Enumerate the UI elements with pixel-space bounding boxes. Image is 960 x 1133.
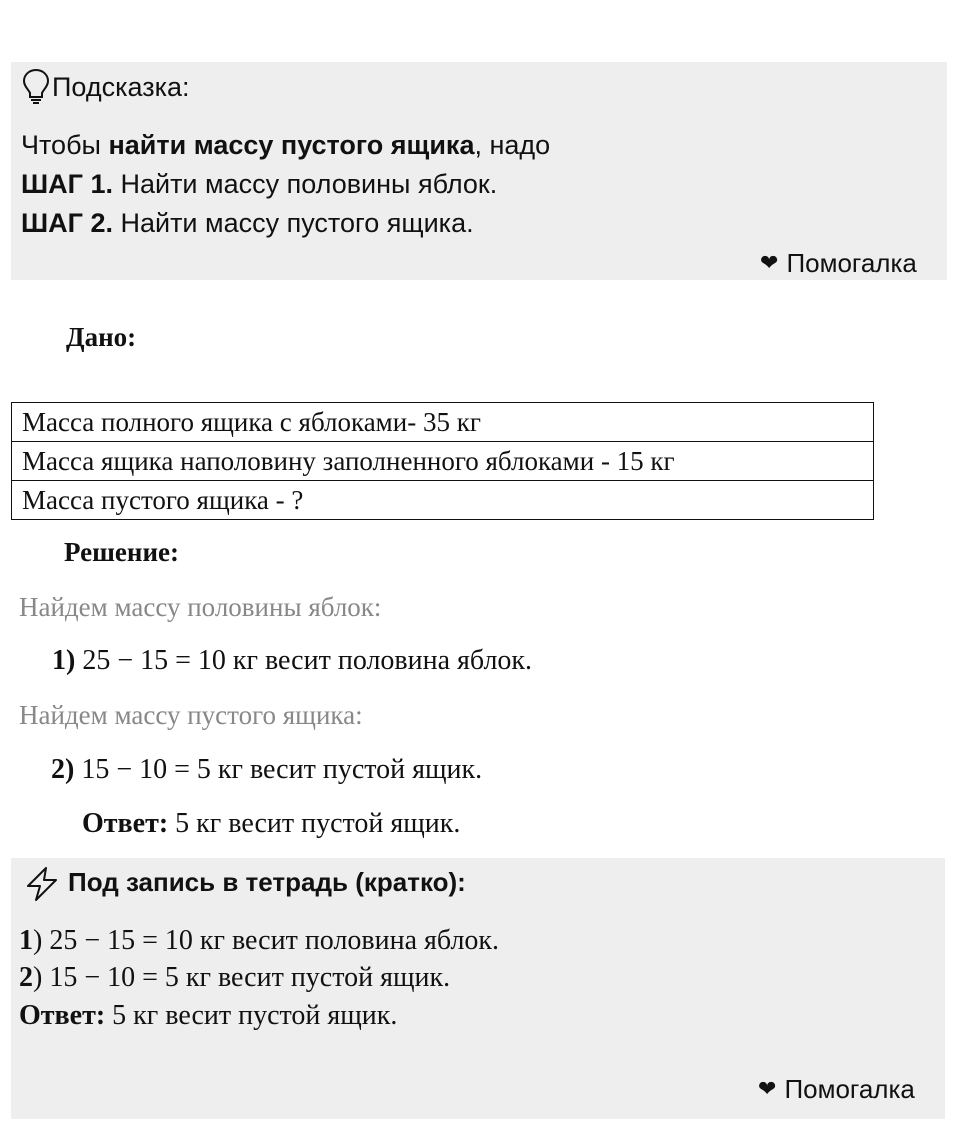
hint-title: Подсказка: — [52, 72, 190, 102]
hint-step-2-text: Найти массу пустого ящика. — [112, 208, 474, 238]
heart-icon: ❤ — [758, 1076, 777, 1101]
step-1-text: весит половина яблок. — [258, 645, 533, 676]
table-cell: Масса пустого ящика - ? — [12, 481, 874, 520]
table-cell: Масса полного ящика с яблоками- 35 кг — [12, 403, 874, 442]
answer-text: 5 кг весит пустой ящик. — [168, 808, 461, 839]
notebook-line-2-number: 2 — [19, 962, 33, 993]
brand-text-bottom: Помогалка — [784, 1074, 915, 1104]
step-1-number: 1) — [52, 645, 76, 676]
heart-icon: ❤ — [760, 250, 779, 275]
given-heading: Дано: — [66, 322, 137, 352]
notebook-title: Под запись в тетрадь (кратко): — [68, 867, 466, 897]
notebook-answer-label: Ответ: — [19, 1000, 106, 1031]
notebook-line-1 — [19, 925, 499, 957]
brand-label-bottom — [758, 1074, 915, 1105]
solution-answer — [82, 808, 460, 840]
hint-step-1-text: Найти массу половины яблок. — [112, 169, 498, 199]
hint-intro-prefix: Чтобы — [21, 130, 109, 160]
step-2-expression: 15 − 10 = 5 кг — [74, 754, 243, 785]
answer-label: Ответ: — [82, 808, 169, 839]
notebook-line-1-number: 1 — [19, 925, 33, 956]
solution-step-2 — [51, 754, 482, 786]
table-row — [12, 442, 874, 481]
solution-step-1 — [52, 645, 532, 677]
notebook-line-2-text: ) 15 − 10 = 5 кг весит пустой ящик. — [33, 962, 451, 993]
solution-intro-2: Найдем массу пустого ящика: — [19, 700, 363, 730]
brand-text-top: Помогалка — [786, 248, 917, 278]
table-cell: Масса ящика наполовину заполненного яблоками - 15 кг — [12, 442, 874, 481]
hint-step-1-label: ШАГ 1. — [21, 169, 113, 199]
hint-step-2-label: ШАГ 2. — [21, 208, 113, 238]
hint-intro-bold: найти массу пустого ящика — [108, 130, 475, 160]
solution-intro-1: Найдем массу половины яблок: — [19, 592, 382, 622]
hint-intro — [21, 130, 550, 161]
lightning-icon — [24, 866, 60, 902]
lightbulb-icon — [22, 68, 50, 106]
notebook-answer — [19, 1000, 397, 1032]
given-table — [11, 402, 874, 520]
hint-step-2 — [21, 208, 474, 239]
notebook-line-2 — [19, 962, 450, 994]
step-1-expression: 25 − 15 = 10 кг — [75, 645, 258, 676]
notebook-line-1-text: ) 25 − 15 = 10 кг весит половина яблок. — [33, 925, 500, 956]
step-2-number: 2) — [51, 754, 75, 785]
brand-label-top — [760, 248, 917, 279]
notebook-answer-text: 5 кг весит пустой ящик. — [105, 1000, 398, 1031]
step-2-text: весит пустой ящик. — [243, 754, 483, 785]
hint-step-1 — [21, 169, 497, 200]
table-row — [12, 403, 874, 442]
table-row — [12, 481, 874, 520]
hint-intro-suffix: , надо — [474, 130, 551, 160]
solution-heading: Решение: — [64, 537, 179, 567]
